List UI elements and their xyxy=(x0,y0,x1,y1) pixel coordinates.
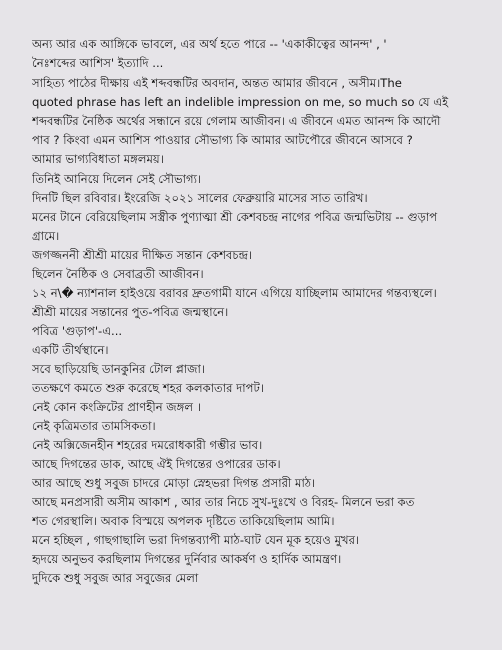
text-line: আর আছে শুধু সবুজ চাদরে মোড়া স্নেহভরা দিগন্ত প্রসারী মাঠ। xyxy=(32,476,316,490)
text-line: সবে ছাড়িয়েছি ডানকুনির টোল প্লাজা। xyxy=(32,362,206,376)
text-line: পাব ? কিংবা এমন আশিস পাওয়ার সৌভাগ্য কি আমার আটপৌরে জীবনে আসবে ? xyxy=(32,133,413,147)
text-line: সাহিত্য পাঠের দীক্ষায় এই শব্দবন্ধটির অবদান, অন্তত আমার জীবনে , অসীম।The xyxy=(32,76,402,90)
text-line: শ্রীশ্রী মায়ের সন্তানের পুত-পবিত্র জন্মস্থানে। xyxy=(32,305,229,319)
text-line: শব্দবন্ধটির নৈষ্ঠিক অর্থের সন্ধানে রয়ে গেলাম আজীবন। এ জীবনে এমত আনন্দ কি আদৌ xyxy=(32,114,441,128)
text-line: আমার ভাগ্যবিধাতা মঙ্গলময়। xyxy=(32,152,164,166)
text-line: মনে হচ্ছিল , গাছগাছালি ভরা দিগন্তব্যাপী মাঠ-ঘাট যেন মূক হয়েও মুখর। xyxy=(32,533,360,547)
text-line: পবিত্র 'গুড়াপ'-এ... xyxy=(32,324,123,338)
text-line: quoted phrase has left an indelible impression on me, so much so যে এই xyxy=(32,95,449,109)
text-line: ১২ ন\� ন্যাশনাল হাইওয়ে বরাবর দ্রুতগামী যানে এগিয়ে যাচ্ছিলাম আমাদের গন্তব্যস্থলে। xyxy=(32,286,437,300)
text-line: অন্য আর এক আঙ্গিকে ভাবলে, এর অর্থ হতে পারে -- 'একাকীত্বের আনন্দ' , ' xyxy=(32,37,387,51)
text-line: দিনটি ছিল রবিবার। ইংরেজি ২০২১ সালের ফেব্রুয়ারি মাসের সাত তারিখ। xyxy=(32,191,368,205)
text-line: নেই অক্সিজেনহীন শহরের দমরোধকারী গম্ভীর ভাব। xyxy=(32,438,263,452)
text-line: আছে মনপ্রসারী অসীম আকাশ , আর তার নিচে সুখ-দুঃখে ও বিরহ- মিলনে ভরা কত xyxy=(32,495,415,509)
text-line: নেই কোন কংক্রিটের প্রাণহীন জঙ্গল । xyxy=(32,400,201,414)
text-line: শত গেরস্থালি। অবাক বিস্ময়ে অপলক দৃষ্টিতে তাকিয়েছিলাম আমি। xyxy=(32,514,335,528)
text-line: তিনিই আনিয়ে দিলেন সেই সৌভাগ্য। xyxy=(32,172,202,186)
text-line: একটি তীর্থস্থানে। xyxy=(32,343,109,357)
text-line: ততক্ষণে কমতে শুরু করেছে শহর কলকাতার দাপট। xyxy=(32,381,264,395)
text-line: আছে দিগন্তের ডাক, আছে ঐই দিগন্তের ওপারের ডাক। xyxy=(32,457,281,471)
text-line: দুদিকে শুধু সবুজ আর সবুজের মেলা xyxy=(32,571,199,585)
text-line: মনের টানে বেরিয়েছিলাম সস্ত্রীক পুণ্যাত্মা শ্রী কেশবচন্দ্র নাগের পবিত্র জন্মভিটায় -- গুড়াপ xyxy=(32,210,438,224)
text-line: নৈঃশব্দের আশিস' ইত্যাদি ... xyxy=(32,56,164,70)
text-line: জগজ্জননী শ্রীশ্রী মায়ের দীক্ষিত সন্তান কেশবচন্দ্র। xyxy=(32,248,253,262)
text-line: নেই কৃত্রিমতার তামসিকতা। xyxy=(32,419,156,433)
text-line: হৃদয়ে অনুভব করছিলাম দিগন্তের দুর্নিবার আকর্ষণ ও হার্দিক আমন্ত্রণ। xyxy=(32,552,342,566)
text-line: গ্রামে। xyxy=(32,229,60,243)
text-line: ছিলেন নৈষ্ঠিক ও সেবাব্রতী আজীবন। xyxy=(32,267,204,281)
